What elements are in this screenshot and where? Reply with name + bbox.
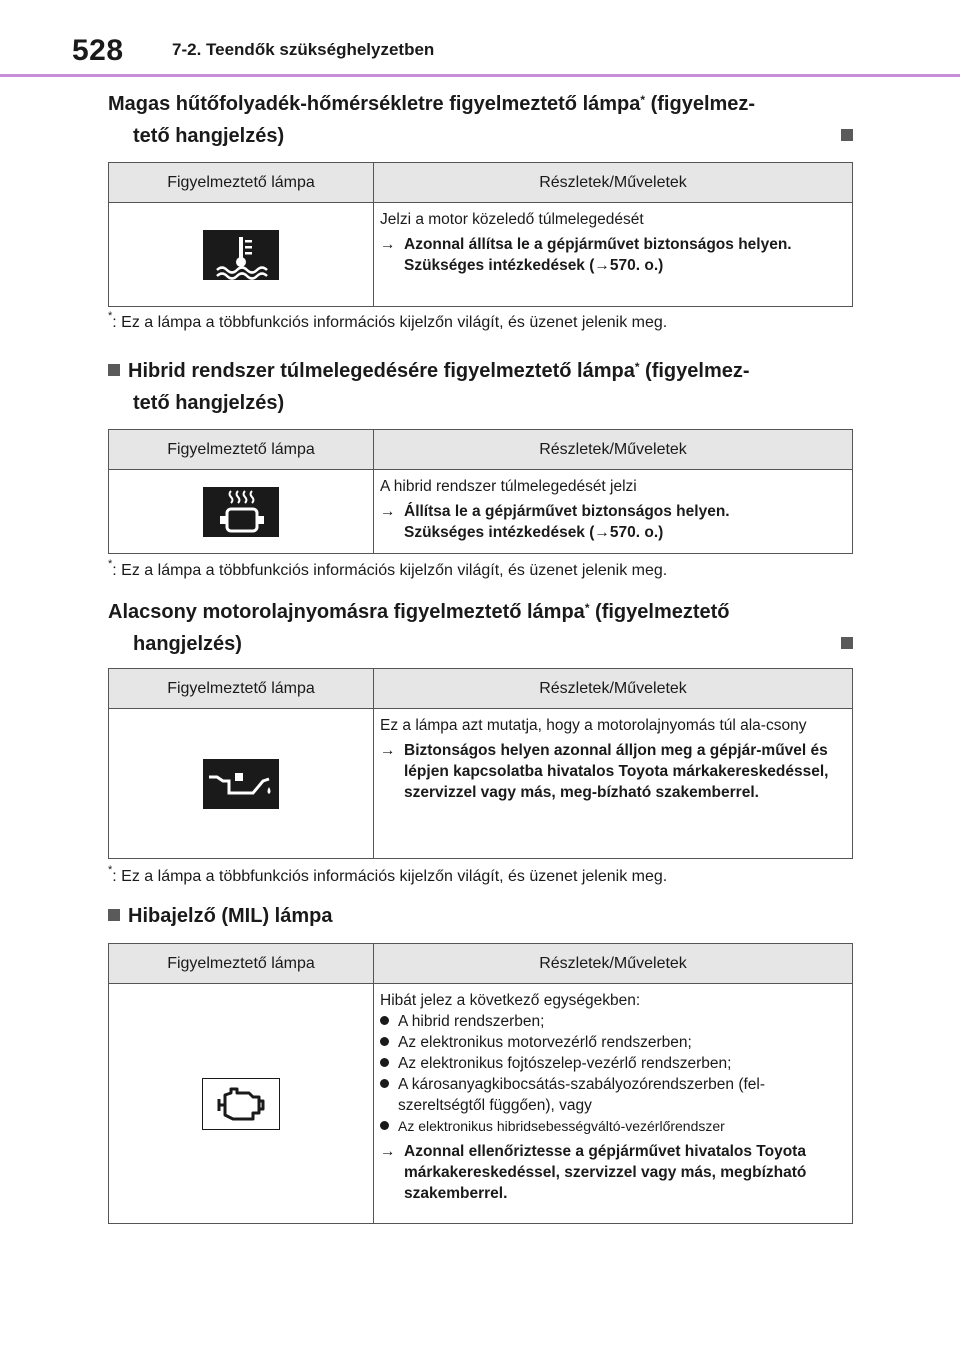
detail-intro: Hibát jelez a következő egységekben: xyxy=(380,992,641,1009)
list-item: Az elektronikus hibridsebességváltó-vezérlőrendszer xyxy=(380,1116,844,1137)
lamp-icon-cell xyxy=(109,709,374,859)
section-heading-hybrid-overheat xyxy=(108,355,853,419)
section-marker-icon xyxy=(841,637,853,649)
list-item: A károsanyagkibocsátás-szabályozórendszerben (fel-szereltségtől függően), vagy xyxy=(380,1074,844,1116)
detail-intro: A hibrid rendszer túlmelegedését jelzi xyxy=(380,478,637,495)
list-item: A hibrid rendszerben; xyxy=(380,1011,844,1032)
arrow-icon: → xyxy=(380,742,396,759)
page-number: 528 xyxy=(72,34,124,67)
lamp-icon-cell xyxy=(109,470,374,554)
action-text: Azonnal állítsa le a gépjárművet biztonságos helyen. xyxy=(404,236,792,253)
section-heading-mil xyxy=(108,900,853,932)
hybrid-overheat-icon xyxy=(203,487,279,537)
action-text: Állítsa le a gépjárművet biztonságos helyen. xyxy=(404,503,730,520)
heading-text: Alacsony motorolajnyomásra figyelmeztető lámpa xyxy=(108,601,585,623)
column-header-lamp: Figyelmeztető lámpa xyxy=(109,669,374,709)
detail-intro: Ez a lámpa azt mutatja, hogy a motorolajnyomás túl ala-csony xyxy=(380,717,807,734)
list-item: Az elektronikus fojtószelep-vezérlő rendszerben; xyxy=(380,1053,844,1074)
column-header-details: Részletek/Műveletek xyxy=(374,163,853,203)
footnote-text: : Ez a lámpa a többfunkciós információs kijelzőn világít, és üzenet jelenik meg. xyxy=(112,562,668,579)
footnote-marker: * xyxy=(108,558,113,570)
section-marker-icon xyxy=(841,129,853,141)
arrow-icon: → xyxy=(380,236,396,253)
coolant-temperature-icon xyxy=(203,230,279,280)
section-marker-icon xyxy=(108,364,120,376)
footnote-text: : Ez a lámpa a többfunkciós információs kijelzőn világít, és üzenet jelenik meg. xyxy=(112,314,668,331)
column-header-lamp: Figyelmeztető lámpa xyxy=(109,944,374,984)
arrow-icon: → xyxy=(380,1143,396,1160)
footnote-marker: * xyxy=(634,360,640,374)
footnote-2 xyxy=(108,558,668,580)
heading-text: Hibrid rendszer túlmelegedésére figyelmeztető lámpa xyxy=(128,360,635,382)
lamp-icon-cell xyxy=(109,203,374,307)
heading-text-tail: (figyelmeztető xyxy=(589,601,730,623)
action-text: Azonnal ellenőriztesse a gépjárművet hivatalos Toyota márkakereskedéssel, szervizzel vagy más, megbízható szakemberrel. xyxy=(404,1143,807,1202)
detail-intro: Jelzi a motor közeledő túlmelegedését xyxy=(380,211,644,228)
bullet-icon xyxy=(380,1116,398,1137)
header-divider xyxy=(0,74,960,77)
lamp-details-cell xyxy=(374,470,853,554)
footnote-marker: * xyxy=(108,310,113,322)
lamp-icon-cell xyxy=(109,984,374,1224)
action-text: Biztonságos helyen azonnal álljon meg a gépjár-művel és lépjen kapcsolatba hivatalos Toyota márkakereskedéssel, szervizzel vagy más, meg-bízható szakemberrel. xyxy=(404,742,829,801)
check-engine-icon xyxy=(202,1078,280,1130)
column-header-details: Részletek/Műveletek xyxy=(374,430,853,470)
footnote-3 xyxy=(108,864,668,886)
bullet-icon xyxy=(380,1032,398,1053)
section-heading-coolant xyxy=(108,88,853,152)
column-header-details: Részletek/Műveletek xyxy=(374,669,853,709)
lamp-details-cell xyxy=(374,203,853,307)
heading-text-line2: hangjelzés) xyxy=(133,633,242,655)
section-heading-oil-pressure xyxy=(108,596,853,660)
arrow-icon: → xyxy=(380,503,396,520)
heading-text: Hibajelző (MIL) lámpa xyxy=(128,905,333,927)
heading-text: Magas hűtőfolyadék-hőmérsékletre figyelmeztető lámpa xyxy=(108,93,641,115)
footnote-text: : Ez a lámpa a többfunkciós információs kijelzőn világít, és üzenet jelenik meg. xyxy=(112,868,668,885)
column-header-lamp: Figyelmeztető lámpa xyxy=(109,163,374,203)
warning-lamp-table-mil xyxy=(108,943,853,1224)
section-marker-icon xyxy=(108,909,120,921)
action-reference: Szükséges intézkedések (→570. o.) xyxy=(404,524,664,541)
oil-pressure-icon xyxy=(203,759,279,809)
chapter-title: 7-2. Teendők szükséghelyzetben xyxy=(172,40,435,59)
bullet-icon xyxy=(380,1074,398,1116)
warning-lamp-table-coolant xyxy=(108,162,853,307)
lamp-details-cell xyxy=(374,984,853,1224)
column-header-lamp: Figyelmeztető lámpa xyxy=(109,430,374,470)
list-item: Az elektronikus motorvezérlő rendszerben; xyxy=(380,1032,844,1053)
heading-text-line2: tető hangjelzés) xyxy=(133,125,285,147)
action-reference: Szükséges intézkedések (→570. o.) xyxy=(404,257,664,274)
bullet-icon xyxy=(380,1011,398,1032)
column-header-details: Részletek/Műveletek xyxy=(374,944,853,984)
footnote-marker: * xyxy=(584,601,590,615)
heading-text-tail: (figyelmez- xyxy=(639,360,750,382)
footnote-marker: * xyxy=(640,93,646,107)
heading-text-tail: (figyelmez- xyxy=(645,93,756,115)
warning-lamp-table-oil xyxy=(108,668,853,859)
footnote-1 xyxy=(108,310,668,332)
bullet-icon xyxy=(380,1053,398,1074)
heading-text-line2: tető hangjelzés) xyxy=(133,392,285,414)
footnote-marker: * xyxy=(108,864,113,876)
warning-lamp-table-hybrid xyxy=(108,429,853,554)
lamp-details-cell xyxy=(374,709,853,859)
